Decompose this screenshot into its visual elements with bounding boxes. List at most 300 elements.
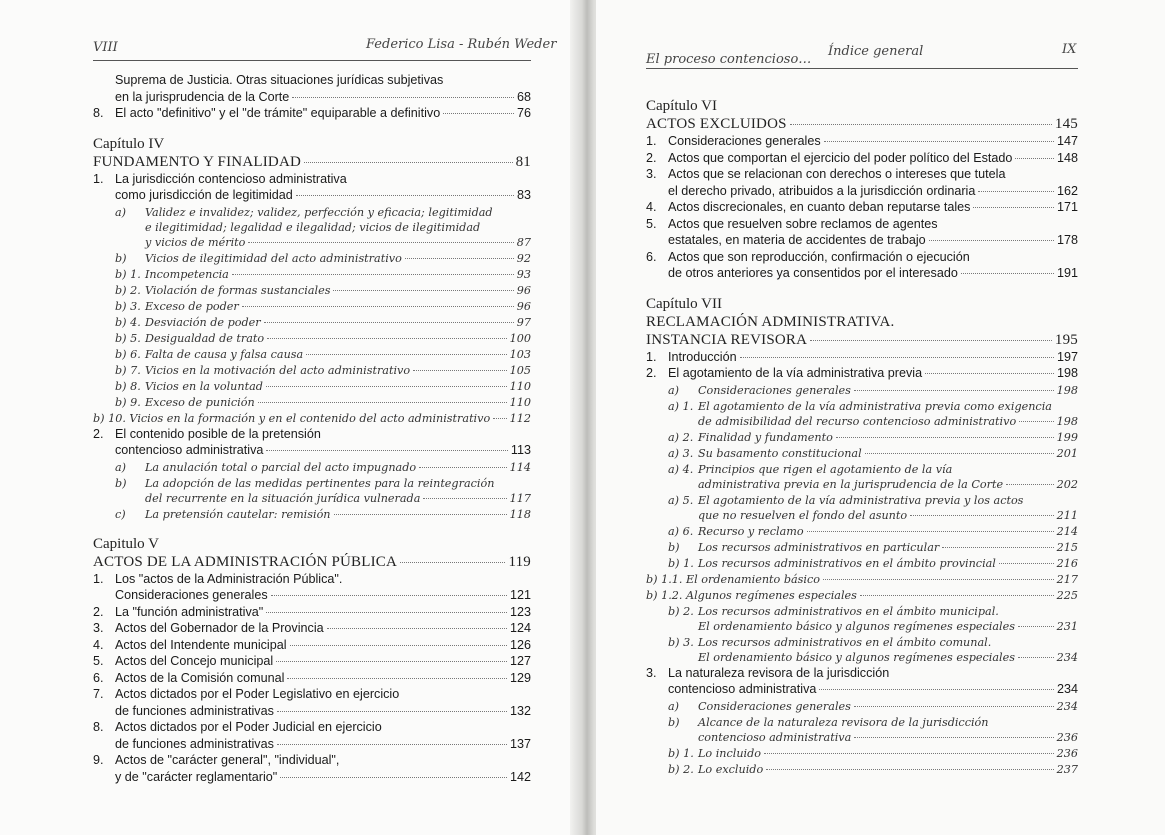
entry-text: como jurisdicción de legitimidad: [115, 188, 293, 202]
entry-number: 6.: [93, 670, 104, 685]
entry-number: 8.: [93, 106, 104, 120]
entry-text: Incompetencia: [145, 267, 229, 281]
entry-text: Los recursos administrativos en particular: [698, 540, 940, 554]
entry-text: Actos de la Comisión comunal: [115, 670, 285, 685]
toc-subentry: [646, 746, 1078, 761]
entry-text: Capítulo VII: [646, 295, 722, 312]
page-ref: 97: [516, 315, 531, 329]
toc-subentry: [93, 283, 531, 298]
entry-text: El agotamiento de la vía administrativa previa como exigencia: [698, 399, 1052, 413]
dot-leader: [819, 689, 1054, 690]
dot-leader: [334, 514, 507, 515]
entry-text: El agotamiento de la vía administrativa previa: [668, 366, 923, 380]
entry-text: El ordenamiento básico y algunos regímenes especiales: [698, 650, 1015, 664]
entry-text: Vicios en la voluntad: [145, 379, 263, 393]
entry-text: El acto "definitivo" y el "de trámite" equiparable a definitivo: [115, 106, 441, 120]
toc-entry: [646, 365, 1078, 382]
toc-subentry: [93, 379, 531, 394]
entry-text: contencioso administrativa: [115, 443, 264, 457]
entry-text: Actos dictados por el Poder Judicial en ejercicio: [115, 720, 382, 734]
dot-leader: [423, 498, 506, 499]
page-ref: 103: [509, 347, 531, 361]
chapter-label: [646, 98, 1078, 115]
toc-subentry: [646, 462, 1078, 492]
toc-subentry: [93, 267, 531, 282]
entry-text: Actos del Concejo municipal: [115, 654, 274, 668]
right-page: [596, 0, 1165, 835]
page-ref: 126: [509, 637, 531, 652]
entry-text: b) 1.2. Algunos regímenes especiales: [646, 588, 857, 602]
page-ref: 96: [516, 299, 531, 313]
dot-leader: [836, 437, 1054, 438]
page-ref: 68: [516, 89, 531, 104]
dot-leader: [277, 711, 507, 712]
entry-text: El contenido posible de la pretensión: [115, 426, 321, 441]
toc-entry: [93, 670, 531, 687]
toc-subentry: [93, 507, 531, 522]
page-ref: 234: [1056, 699, 1078, 713]
entry-number: 5.: [646, 216, 657, 231]
toc-subentry: [646, 604, 1078, 634]
page-ref: 129: [509, 670, 531, 685]
dot-leader: [306, 354, 506, 355]
entry-number: a) 4.: [668, 462, 694, 476]
entry-text: Actos de "carácter general", "individual",: [115, 753, 340, 767]
dot-leader: [740, 357, 1054, 358]
dot-leader: [296, 195, 514, 196]
entry-text: del recurrente en la situación jurídica vulnerada: [145, 491, 421, 505]
toc-subentry: [646, 635, 1078, 665]
entry-text: RECLAMACIÓN ADMINISTRATIVA.: [646, 313, 895, 330]
entry-number: 8.: [93, 720, 104, 734]
entry-text: El ordenamiento básico y algunos regímenes especiales: [698, 619, 1015, 633]
page-ref: 236: [1056, 730, 1078, 744]
page-ref: 145: [1054, 116, 1078, 132]
page-ref: 112: [509, 411, 531, 425]
toc-entry: [93, 72, 531, 89]
toc-entry: [93, 719, 531, 752]
dot-leader: [865, 453, 1054, 454]
page-ref: 83: [516, 188, 531, 202]
entry-text: Falta de causa y falsa causa: [145, 347, 304, 361]
left-toc-entries: [93, 72, 531, 785]
page-ref: 162: [1056, 183, 1078, 198]
entry-text: b) 10. Vicios en la formación y en el contenido del acto administrativo: [93, 411, 491, 425]
toc-entry: [646, 349, 1078, 366]
toc-subentry: [646, 715, 1078, 745]
page-ref: 215: [1056, 540, 1078, 554]
toc-subentry: [646, 540, 1078, 555]
toc-entry: [93, 686, 531, 719]
page-ref: 234: [1056, 682, 1078, 696]
entry-number: a) 2.: [668, 430, 694, 444]
entry-text: Desigualdad de trato: [145, 331, 265, 345]
entry-text: de otros anteriores ya consentidos por el interesado: [668, 266, 958, 280]
page-ref: 234: [1056, 650, 1078, 664]
entry-text: INSTANCIA REVISORA: [646, 331, 808, 348]
dot-leader: [1018, 657, 1054, 658]
section-spacer: [646, 282, 1078, 296]
page-ref: 199: [1056, 430, 1078, 444]
entry-text: La "función administrativa": [115, 604, 264, 619]
toc-entry: [93, 187, 531, 204]
entry-text: Vicios de ilegitimidad del acto administrativo: [145, 251, 402, 265]
entry-number: a): [115, 205, 127, 219]
entry-text: en la jurisprudencia de la Corte: [115, 89, 290, 104]
entry-text: que no resuelven el fondo del asunto: [698, 508, 908, 522]
entry-number: 6.: [646, 249, 657, 264]
page-ref: 148: [1056, 150, 1078, 165]
entry-number: a) 3.: [668, 446, 694, 460]
chapter-title: [93, 153, 531, 171]
entry-number: 4.: [646, 200, 657, 214]
entry-text: Finalidad y fundamento: [698, 430, 833, 444]
entry-number: a): [115, 460, 127, 474]
page-ref: 137: [509, 736, 531, 751]
entry-text: Lo incluido: [698, 746, 762, 760]
entry-number: a) 5.: [668, 493, 694, 507]
dot-leader: [266, 612, 507, 613]
toc-subentry: [93, 347, 531, 362]
page-ref: 216: [1056, 556, 1078, 570]
entry-text: Exceso de punición: [145, 395, 255, 409]
dot-leader: [248, 242, 513, 243]
entry-text: Recurso y reclamo: [698, 524, 804, 538]
entry-number: b): [668, 715, 680, 729]
page-ref: 121: [509, 588, 531, 602]
entry-text: Actos discrecionales, en cuanto deban reputarse tales: [668, 200, 971, 214]
toc-subentry: [646, 430, 1078, 445]
toc-subentry: [93, 299, 531, 314]
entry-text: Violación de formas sustanciales: [145, 283, 331, 297]
dot-leader: [910, 515, 1054, 516]
chapter-label: [93, 136, 531, 153]
entry-text: FUNDAMENTO Y FINALIDAD: [93, 153, 302, 170]
toc-subentry: [93, 395, 531, 410]
toc-entry: [646, 665, 1078, 698]
entry-number: 5.: [93, 654, 104, 668]
toc-subentry: [93, 205, 531, 250]
entry-text: Capítulo VI: [646, 98, 717, 114]
page-ref: 211: [1056, 508, 1078, 522]
entry-number: 2.: [646, 150, 657, 165]
page-ref: 195: [1054, 331, 1078, 348]
entry-text: La naturaleza revisora de la jurisdicción: [668, 665, 890, 680]
chapter-title: [646, 313, 1078, 331]
entry-text: Actos dictados por el Poder Legislativo en ejercicio: [115, 687, 400, 701]
dot-leader: [266, 450, 508, 451]
page-ref: 105: [509, 363, 531, 377]
toc-subentry: [93, 315, 531, 330]
entry-number: b) 2.: [668, 604, 694, 618]
page-ref: 198: [1056, 383, 1078, 397]
entry-text: Consideraciones generales: [668, 134, 821, 148]
toc-subentry: [646, 446, 1078, 461]
entry-number: b) 2.: [668, 762, 694, 776]
entry-text: de funciones administrativas: [115, 736, 274, 751]
page-ref: 198: [1056, 366, 1078, 380]
entry-text: Capitulo V: [93, 535, 159, 552]
dot-leader: [824, 141, 1054, 142]
right-header-rule: [646, 68, 1078, 69]
page-ref: 132: [509, 703, 531, 718]
dot-leader: [1018, 626, 1054, 627]
page-ref: 147: [1056, 134, 1078, 148]
page-ref: 114: [509, 460, 531, 474]
entry-text: ACTOS EXCLUIDOS: [646, 116, 787, 132]
toc-subentry: [93, 411, 531, 426]
dot-leader: [304, 162, 513, 163]
entry-number: 3.: [93, 621, 104, 635]
entry-text: contencioso administrativa: [698, 730, 852, 744]
entry-text: Actos que son reproducción, confirmación o ejecución: [668, 249, 970, 264]
toc-entry: [93, 604, 531, 621]
toc-entry: [93, 653, 531, 670]
entry-number: b) 2.: [115, 283, 141, 297]
right-running-head: El proceso contencioso…: [646, 52, 812, 67]
page-ref: 124: [509, 621, 531, 635]
page-ref: 76: [516, 106, 531, 120]
page-ref: 81: [515, 153, 531, 170]
entry-text: b) 1.1. El ordenamiento básico: [646, 572, 820, 586]
entry-text: Introducción: [668, 349, 737, 364]
page-ref: 202: [1056, 477, 1078, 491]
page-ref: 118: [509, 507, 531, 521]
page-ref: 127: [509, 654, 531, 668]
toc-subentry: [646, 699, 1078, 714]
entry-number: 1.: [93, 571, 104, 586]
page-ref: 225: [1056, 588, 1078, 602]
dot-leader: [287, 678, 507, 679]
dot-leader: [419, 467, 507, 468]
dot-leader: [292, 97, 514, 98]
right-section-title: Índice general: [828, 44, 924, 59]
page-ref: 113: [510, 443, 531, 457]
entry-text: La anulación total o parcial del acto impugnado: [145, 460, 417, 474]
page-ref: 198: [1056, 414, 1078, 428]
toc-entry: [646, 133, 1078, 150]
dot-leader: [766, 769, 1053, 770]
right-page-number: IX: [1062, 42, 1077, 57]
toc-entry: [93, 89, 531, 106]
entry-number: 4.: [93, 637, 104, 652]
page-ref: 201: [1056, 446, 1078, 460]
toc-subentry: [93, 363, 531, 378]
left-running-head: Federico Lisa - Rubén Weder: [366, 37, 557, 52]
dot-leader: [1019, 421, 1053, 422]
page-ref: 110: [509, 395, 531, 409]
dot-leader: [973, 207, 1054, 208]
dot-leader: [443, 113, 514, 114]
section-spacer: [93, 522, 531, 536]
page-ref: 191: [1056, 266, 1078, 280]
page-ref: 231: [1056, 619, 1078, 633]
toc-entry: [93, 105, 531, 122]
entry-text: Desviación de poder: [145, 315, 261, 329]
left-page-number: VIII: [93, 40, 118, 55]
entry-text: Vicios en la motivación del acto administrativo: [145, 363, 411, 377]
dot-leader: [929, 240, 1054, 241]
dot-leader: [1006, 484, 1054, 485]
entry-number: b) 5.: [115, 331, 141, 345]
toc-entry: [93, 571, 531, 604]
entry-number: b) 4.: [115, 315, 141, 329]
entry-text: administrativa previa en la jurisprudencia de la Corte: [698, 477, 1004, 491]
entry-text: Lo excluido: [698, 762, 764, 776]
entry-text: Los "actos de la Administración Pública".: [115, 571, 343, 586]
entry-text: Los recursos administrativos en el ámbito provincial: [698, 556, 996, 570]
entry-text: Principios que rigen el agotamiento de la vía: [698, 462, 953, 476]
entry-text: de admisibilidad del recurso contencioso administrativo: [698, 414, 1017, 428]
dot-leader: [232, 274, 514, 275]
entry-number: a) 6.: [668, 524, 694, 538]
entry-number: b) 3.: [668, 635, 694, 649]
toc-entry: [646, 216, 1078, 249]
toc-subentry: [646, 493, 1078, 523]
dot-leader: [276, 661, 507, 662]
page-ref: 119: [508, 553, 531, 570]
entry-text: Consideraciones generales: [698, 383, 851, 397]
entry-number: b): [668, 540, 680, 554]
page-ref: 110: [509, 379, 531, 393]
toc-entry: [93, 442, 531, 459]
entry-number: a) 1.: [668, 399, 694, 413]
toc-subentry: [646, 572, 1078, 587]
page-ref: 171: [1056, 200, 1078, 214]
entry-text: Actos que se relacionan con derechos o intereses que tutela: [668, 167, 1006, 181]
entry-text: Actos que resuelven sobre reclamos de agentes: [668, 216, 938, 231]
dot-leader: [280, 777, 507, 778]
entry-text: Exceso de poder: [145, 299, 239, 313]
dot-leader: [493, 418, 506, 419]
left-page: [0, 0, 578, 835]
entry-text: ACTOS DE LA ADMINISTRACIÓN PÚBLICA: [93, 553, 398, 570]
toc-entry: [646, 166, 1078, 199]
entry-text: La adopción de las medidas pertinentes para la reintegración: [145, 476, 495, 490]
entry-text: Actos que comportan el ejercicio del poder político del Estado: [668, 150, 1013, 165]
dot-leader: [242, 306, 514, 307]
dot-leader: [854, 390, 1054, 391]
chapter-title: [646, 115, 1078, 133]
chapter-label: [93, 536, 531, 553]
entry-number: b) 3.: [115, 299, 141, 313]
page-ref: 142: [509, 769, 531, 784]
dot-leader: [999, 563, 1054, 564]
dot-leader: [764, 753, 1054, 754]
entry-text: Consideraciones generales: [698, 699, 851, 713]
entry-number: 1.: [93, 171, 104, 186]
toc-entry: [646, 249, 1078, 282]
toc-entry: [93, 637, 531, 654]
dot-leader: [264, 322, 514, 323]
entry-text: Su basamento constitucional: [698, 446, 862, 460]
dot-leader: [790, 124, 1052, 125]
dot-leader: [258, 402, 507, 403]
entry-number: c): [115, 507, 126, 521]
page-ref: 100: [509, 331, 531, 345]
page-ref: 87: [516, 235, 531, 249]
dot-leader: [942, 547, 1053, 548]
toc-entry: [93, 426, 531, 443]
entry-number: 3.: [646, 665, 657, 680]
dot-leader: [823, 579, 1054, 580]
dot-leader: [860, 595, 1054, 596]
entry-number: b) 8.: [115, 379, 141, 393]
page-ref: 123: [509, 604, 531, 619]
dot-leader: [961, 273, 1054, 274]
toc-subentry: [646, 383, 1078, 398]
toc-subentry: [646, 399, 1078, 429]
toc-subentry: [646, 556, 1078, 571]
entry-text: e ilegitimidad; legalidad e ilegalidad; vicios de ilegitimidad: [145, 220, 481, 234]
entry-text: y de "carácter reglamentario": [115, 769, 278, 784]
dot-leader: [267, 338, 506, 339]
entry-number: a): [668, 699, 680, 713]
entry-number: b) 1.: [115, 267, 141, 281]
dot-leader: [925, 373, 1054, 374]
toc-subentry: [646, 524, 1078, 539]
entry-number: 3.: [646, 167, 657, 181]
toc-subentry: [93, 460, 531, 475]
entry-number: 1.: [646, 349, 657, 364]
dot-leader: [333, 290, 513, 291]
entry-text: el derecho privado, atribuidos a la jurisdicción ordinaria: [668, 183, 976, 198]
toc-entry: [93, 752, 531, 785]
entry-number: b): [115, 476, 127, 490]
entry-text: La pretensión cautelar: remisión: [145, 507, 331, 521]
entry-number: b) 9.: [115, 395, 141, 409]
left-header-rule: [93, 60, 531, 61]
toc-subentry: [93, 476, 531, 506]
entry-number: a): [668, 383, 680, 397]
entry-text: Actos del Intendente municipal: [115, 637, 287, 652]
dot-leader: [327, 628, 507, 629]
dot-leader: [1015, 158, 1054, 159]
entry-text: Alcance de la naturaleza revisora de la jurisdicción: [698, 715, 989, 729]
section-spacer: [93, 122, 531, 136]
dot-leader: [413, 370, 507, 371]
page-ref: 237: [1056, 762, 1078, 776]
toc-entry: [646, 150, 1078, 167]
entry-number: 2.: [93, 426, 104, 441]
toc-entry: [93, 620, 531, 637]
entry-text: Los recursos administrativos en el ámbito municipal.: [698, 604, 999, 618]
chapter-title: [93, 553, 531, 571]
dot-leader: [266, 386, 507, 387]
entry-number: 2.: [646, 366, 657, 380]
toc-subentry: [93, 251, 531, 266]
entry-number: 7.: [93, 687, 104, 701]
dot-leader: [405, 258, 514, 259]
entry-text: Suprema de Justicia. Otras situaciones jurídicas subjetivas: [115, 73, 444, 87]
toc-subentry: [646, 762, 1078, 777]
entry-number: b) 7.: [115, 363, 141, 377]
dot-leader: [400, 562, 505, 563]
dot-leader: [978, 191, 1054, 192]
entry-text: Consideraciones generales: [115, 588, 268, 602]
toc-entry: [646, 199, 1078, 216]
entry-text: y vicios de mérito: [145, 235, 246, 249]
page-ref: 96: [516, 283, 531, 297]
entry-text: Validez e invalidez; validez, perfección y eficacia; legitimidad: [145, 205, 493, 219]
entry-text: Capítulo IV: [93, 135, 165, 152]
page-ref: 214: [1056, 524, 1078, 538]
page-ref: 236: [1056, 746, 1078, 760]
entry-number: 9.: [93, 753, 104, 767]
dot-leader: [271, 595, 507, 596]
entry-text: La jurisdicción contencioso administrativa: [115, 171, 347, 186]
dot-leader: [277, 744, 507, 745]
